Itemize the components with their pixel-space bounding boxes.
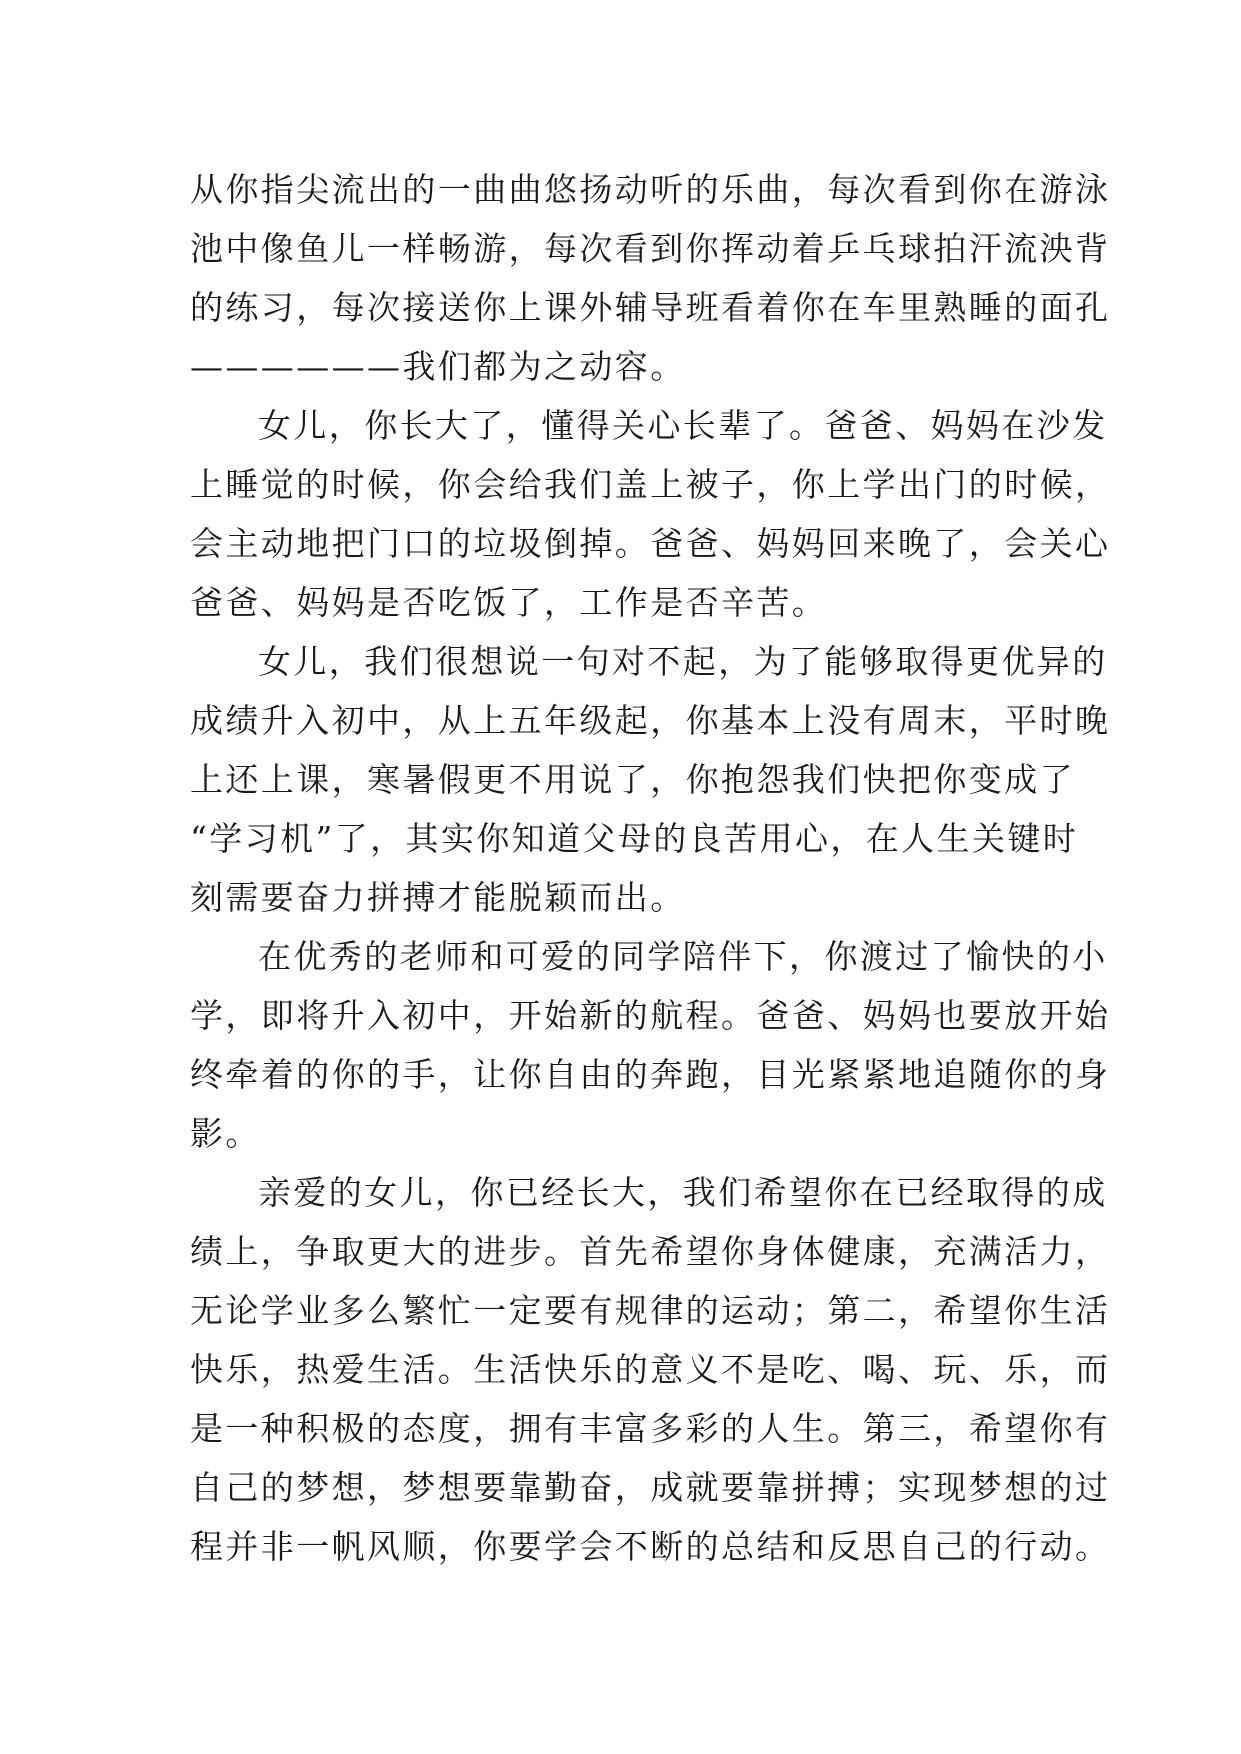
text-line: 学，即将升入初中，开始新的航程。爸爸、妈妈也要放开始 xyxy=(190,996,1111,1035)
text-line: 刻需要奋力拼搏才能脱颖而出。 xyxy=(190,878,686,917)
text-line: 从你指尖流出的一曲曲悠扬动听的乐曲，每次看到你在游泳 xyxy=(190,170,1111,209)
text-line: 成绩升入初中，从上五年级起，你基本上没有周末，平时晚 xyxy=(190,701,1111,740)
text-line: 自己的梦想，梦想要靠勤奋，成就要靠拼搏；实现梦想的过 xyxy=(190,1468,1111,1507)
paragraph-first-line: 女儿，你长大了，懂得关心长辈了。爸爸、妈妈在沙发 xyxy=(258,406,1108,445)
text-line: 爸爸、妈妈是否吃饭了，工作是否辛苦。 xyxy=(190,583,828,622)
text-line: 的练习，每次接送你上课外辅导班看着你在车里熟睡的面孔 xyxy=(190,288,1111,327)
paragraph-first-line: 亲爱的女儿，你已经长大，我们希望你在已经取得的成 xyxy=(258,1173,1108,1212)
paragraph-first-line: 女儿，我们很想说一句对不起，为了能够取得更优异的 xyxy=(258,642,1108,681)
text-line: 无论学业多么繁忙一定要有规律的运动；第二，希望你生活 xyxy=(190,1291,1111,1330)
paragraph-first-line: 在优秀的老师和可爱的同学陪伴下，你渡过了愉快的小 xyxy=(258,937,1108,976)
text-line: 上还上课，寒暑假更不用说了，你抱怨我们快把你变成了 xyxy=(190,760,1075,799)
text-line: 快乐，热爱生活。生活快乐的意义不是吃、喝、玩、乐，而 xyxy=(190,1350,1111,1389)
text-line: 上睡觉的时候，你会给我们盖上被子，你上学出门的时候， xyxy=(190,465,1111,504)
text-line: 会主动地把门口的垃圾倒掉。爸爸、妈妈回来晚了，会关心 xyxy=(190,524,1111,563)
text-line: 终牵着的你的手，让你自由的奔跑，目光紧紧地追随你的身 xyxy=(190,1055,1111,1094)
text-line: ——————我们都为之动容。 xyxy=(190,347,686,386)
text-line: 是一种积极的态度，拥有丰富多彩的人生。第三，希望你有 xyxy=(190,1409,1111,1448)
document-body xyxy=(190,160,1111,1576)
text-line: “学习机”了，其实你知道父母的良苦用心，在人生关键时 xyxy=(190,819,1079,858)
text-line: 绩上，争取更大的进步。首先希望你身体健康，充满活力， xyxy=(190,1232,1111,1271)
text-line: 池中像鱼儿一样畅游，每次看到你挥动着乒乓球拍汗流泱背 xyxy=(190,229,1111,268)
text-line: 程并非一帆风顺，你要学会不断的总结和反思自己的行动。 xyxy=(190,1527,1111,1566)
text-line: 影。 xyxy=(190,1114,261,1153)
